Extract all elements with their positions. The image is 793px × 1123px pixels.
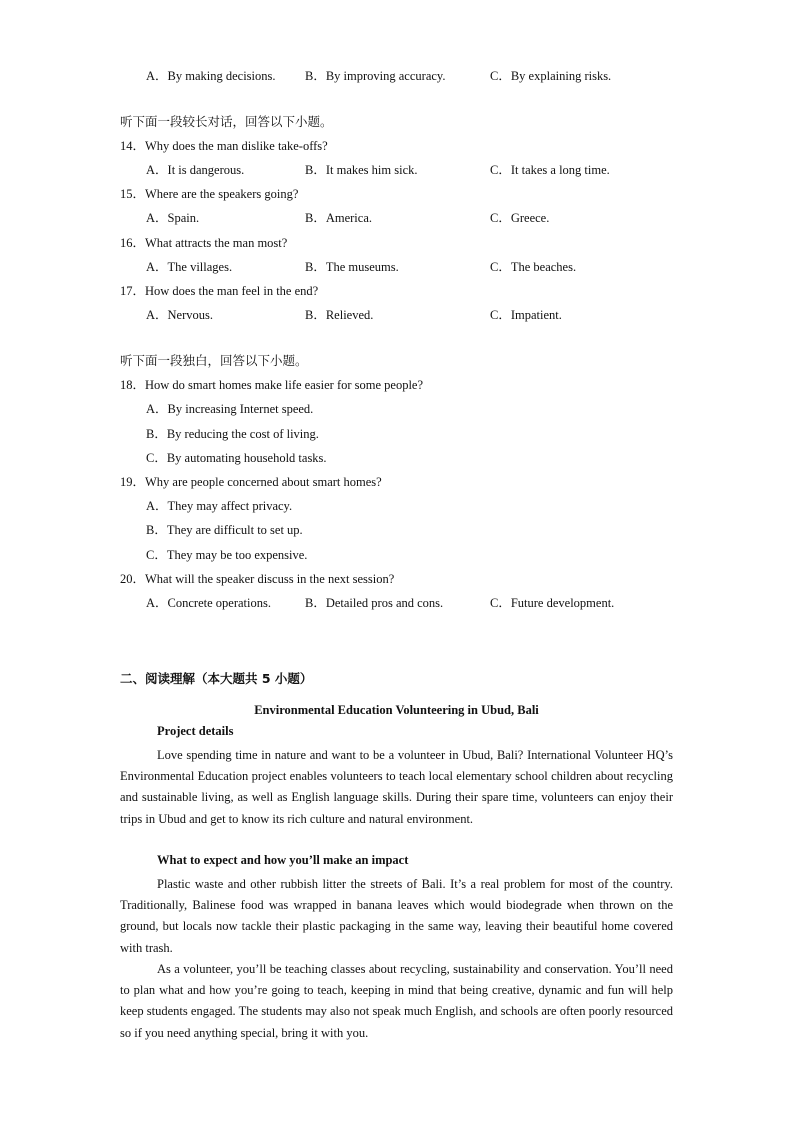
q15-stem: 15．Where are the speakers going? (120, 187, 299, 201)
q15-option-b: B．America. (305, 211, 372, 225)
passage-paragraph-2: Plastic waste and other rubbish litter the streets of Bali. It’s a real problem for most of the country. Traditionally, Balinese food was wrapped in banana leaves which would biodegrade when thrown on the ground, but locals now tackle their plastic packaging in the same way, leaving their beautiful home covered with trash. (120, 877, 673, 955)
q13-option-c: C．By explaining risks. (490, 69, 612, 83)
q16-option-a: A．The villages. (146, 260, 233, 274)
q18-option-c: C．By automating household tasks. (146, 451, 327, 465)
q17-stem: 17．How does the man feel in the end? (120, 284, 319, 298)
q17-option-b: B．Relieved. (305, 308, 374, 322)
passage-paragraph-3: As a volunteer, you’ll be teaching classes about recycling, sustainability and conservation. You’ll need to plan what and how you’re going to teach, keeping in mind that being creative, dynamic and fun will help keep students engaged. The students may also not speak much English, and schools are often poorly resourced so if you need anything special, bring it with you. (120, 962, 673, 1040)
q15-option-a: A．Spain. (146, 211, 200, 225)
section-b-header: 听下面一段独白，回答以下小题。 (120, 353, 308, 368)
q14-stem: 14．Why does the man dislike take-offs? (120, 139, 328, 153)
q20-option-b: B．Detailed pros and cons. (305, 596, 444, 610)
q19-stem: 19．Why are people concerned about smart homes? (120, 475, 382, 489)
passage-title: Environmental Education Volunteering in Ubud, Bali (254, 703, 539, 717)
q17-option-a: A．Nervous. (146, 308, 214, 322)
q14-option-a: A．It is dangerous. (146, 163, 245, 177)
q14-option-b: B．It makes him sick. (305, 163, 418, 177)
q16-option-c: C．The beaches. (490, 260, 577, 274)
q20-stem: 20．What will the speaker discuss in the next session? (120, 572, 395, 586)
q16-option-b: B．The museums. (305, 260, 399, 274)
q18-option-a: A．By increasing Internet speed. (146, 402, 314, 416)
q19-option-c: C．They may be too expensive. (146, 548, 308, 562)
q16-stem: 16．What attracts the man most? (120, 236, 288, 250)
q19-option-a: A．They may affect privacy. (146, 499, 293, 513)
section-a-header: 听下面一段较长对话，回答以下小题。 (120, 114, 333, 129)
passage-heading-impact: What to expect and how you’ll make an impact (157, 853, 409, 867)
q14-option-c: C．It takes a long time. (490, 163, 610, 177)
q20-option-c: C．Future development. (490, 596, 615, 610)
passage-paragraph-1: Love spending time in nature and want to be a volunteer in Ubud, Bali? International Volunteer HQ’s Environmental Education project enables volunteers to teach local elementary school children about recycling and sustainable living, as well as English language skills. During their spare time, volunteers can enjoy their trips in Ubud and get to know its rich culture and natural environment. (120, 748, 673, 826)
q18-stem: 18．How do smart homes make life easier for some people? (120, 378, 424, 392)
q19-option-b: B．They are difficult to set up. (146, 523, 303, 537)
reading-section-header: 二、阅读理解（本大题共 5 小题） (120, 671, 313, 686)
q15-option-c: C．Greece. (490, 211, 550, 225)
q13-option-b: B．By improving accuracy. (305, 69, 446, 83)
q20-option-a: A．Concrete operations. (146, 596, 271, 610)
passage-heading-project-details: Project details (157, 724, 234, 738)
q18-option-b: B．By reducing the cost of living. (146, 427, 319, 441)
q13-option-a: A．By making decisions. (146, 69, 276, 83)
q17-option-c: C．Impatient. (490, 308, 562, 322)
